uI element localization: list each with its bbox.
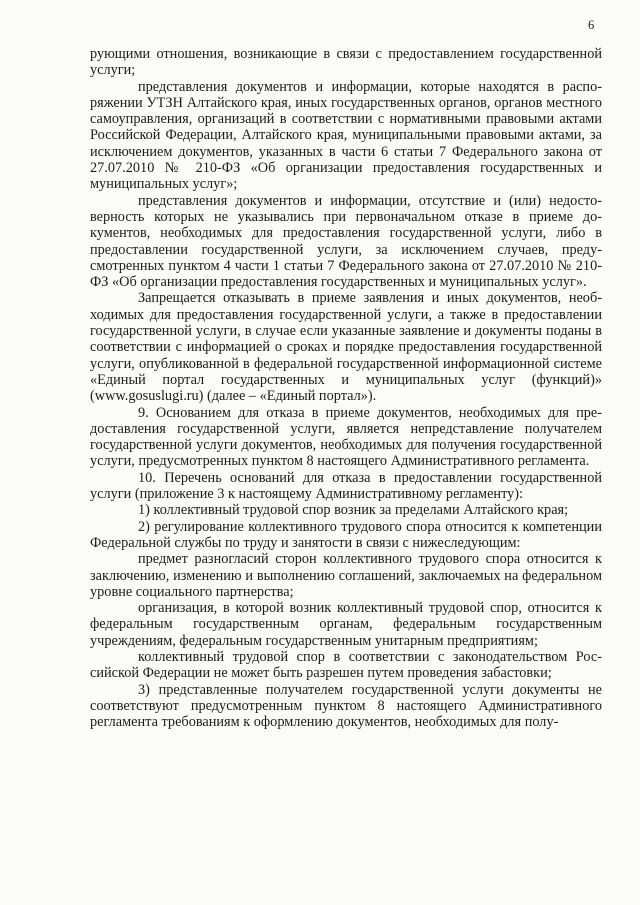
body-text xyxy=(90,46,602,730)
paragraph-documents-in-disposal: представления документов и информации, которые находятся в распоряжении УТЗН Алтайского края, иных государственных органов, органов местного самоуправления, организаций в соответствии с нормативными правовыми актами Российской Федерации, Алтайского края, муниципальными правовыми актами, за исключением документов, указанных в части 6 статьи 7 Федерального закона от 27.07.2010 № 210-ФЗ «Об организации предоставления государственных и муниципальных услуг»; xyxy=(90,78,602,193)
paragraph-documents-not-indicated: представления документов и информации, отсутствие и (или) недостоверность которых не указывались при первоначальном отказе в приеме документов, необходимых для предоставления государственной услуги, либо в предоставлении государственной услуги, за исключением случаев, предусмотренных пунктом 4 части 1 статьи 7 Федерального закона от 27.07.2010 № 210-ФЗ «Об организации предоставления государственных и муниципальных услуг». xyxy=(90,192,602,291)
paragraph-subitem-2-strike: коллективный трудовой спор в соответствии с законодательством Российской Федерации не может быть разрешен путем проведения забастовки; xyxy=(90,648,602,682)
paragraph-subitem-1: 1) коллективный трудовой спор возник за пределами Алтайского края; xyxy=(138,502,569,519)
paragraph-subitem-2-federal-level: предмет разногласий сторон коллективного трудового спора относится к заключению, изменению и выполнению соглашений, заключаемых на федеральном уровне социального партнерства; xyxy=(90,551,602,600)
paragraph-item-9: 9. Основанием для отказа в приеме документов, необходимых для предоставления государственной услуги, является непредставление получателем государственной услуги документов, необходимых для получения государственной услуги, предусмотренных пунктом 8 настоящего Административного регламента. xyxy=(90,404,602,470)
page-number: 6 xyxy=(588,18,595,32)
paragraph-subitem-2-federal-organization: организация, в которой возник коллективный трудовой спор, относится к федеральным государственным органам, федеральным государственным учреждениям, федеральным государственным унитарным предприятиям; xyxy=(90,600,602,649)
paragraph-subitem-3: 3) представленные получателем государственной услуги документы не соответствуют предусмотренным пунктом 8 настоящего Административного регламента требованиям к оформлению документов, необходимых для полу- xyxy=(90,681,602,731)
paragraph-continuation: рующими отношения, возникающие в связи с предоставлением государственной услуги; xyxy=(90,46,602,79)
paragraph-subitem-2: 2) регулирование коллективного трудового спора относится к компетенции Федеральной службы по труду и занятости в связи с нижеследующим: xyxy=(90,518,602,551)
paragraph-refusal-prohibited: Запрещается отказывать в приеме заявления и иных документов, необходимых для предоставления государственной услуги, а также в предоставлении государственной услуги, в случае если указанные заявление и документы поданы в соответствии с информацией о сроках и порядке предоставления государственной услуги, опубликованной в федеральной государственной информационной системе «Единый портал государственных и муниципальных услуг (функций)» (www.gosuslugi.ru) (далее – «Единый портал»). xyxy=(90,290,602,405)
paragraph-item-10: 10. Перечень оснований для отказа в предоставлении государственной услуги (приложение 3 к настоящему Административному регламенту): xyxy=(90,469,602,503)
